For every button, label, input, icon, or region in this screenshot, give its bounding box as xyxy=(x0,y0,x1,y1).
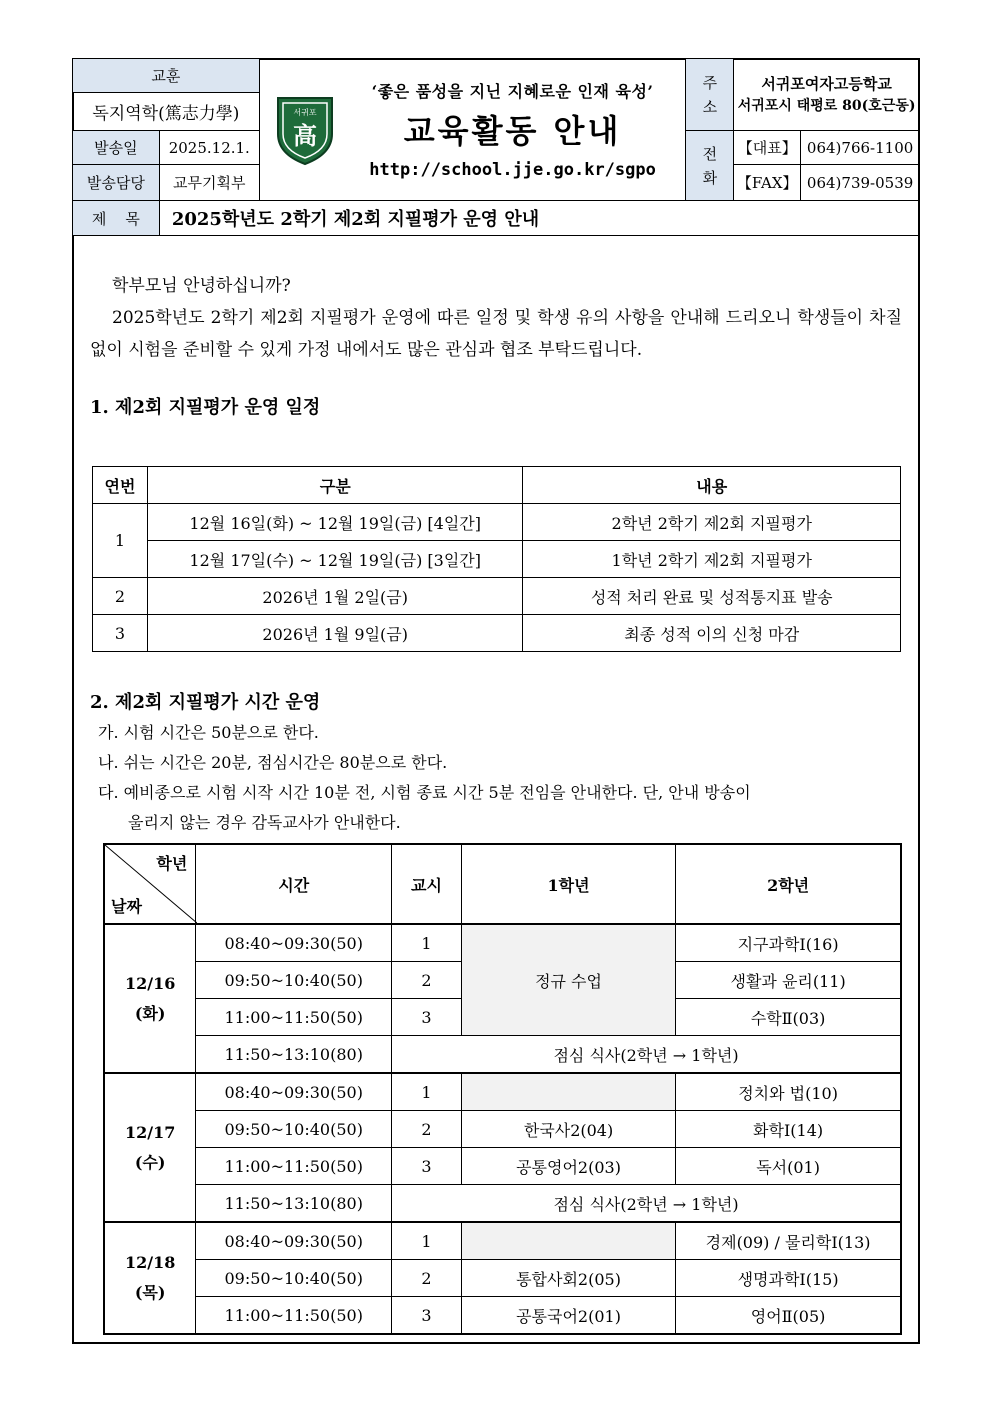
schedule-table xyxy=(92,466,901,652)
th-period: 구분 xyxy=(147,467,523,504)
period-cell: 2 xyxy=(392,962,462,999)
row-period: 12월 16일(화) ~ 12월 19일(금) [4일간] xyxy=(147,504,523,541)
corner-date: 날짜 xyxy=(111,897,142,916)
timetable xyxy=(103,843,902,1335)
time-cell: 11:00~11:50(50) xyxy=(196,1148,392,1185)
time-cell: 11:00~11:50(50) xyxy=(196,1297,392,1335)
period-cell: 2 xyxy=(392,1260,462,1297)
doc-title: 교육활동 안내 xyxy=(403,112,622,150)
address: 서귀포시 태평로 80(호근동) xyxy=(737,97,916,114)
grade2-cell: 생활과 윤리(11) xyxy=(676,962,901,999)
row-period: 2026년 1월 9일(금) xyxy=(147,615,523,652)
time-cell: 11:00~11:50(50) xyxy=(196,999,392,1036)
intro: 2025학년도 2학기 제2회 지필평가 운영에 따른 일정 및 학생 유의 사항을 안내해 드리오니 학생들이 차질 없이 시험을 준비할 수 있게 가정 내에서도 많은 관심과 협조 부탁드립니다. xyxy=(90,308,902,360)
tel-label: 【대표】 xyxy=(734,131,801,165)
grade2-cell: 화학Ⅰ(14) xyxy=(676,1111,901,1148)
section2-header xyxy=(90,687,902,719)
th-class-period: 교시 xyxy=(392,844,462,924)
period-cell: 1 xyxy=(392,924,462,962)
rules xyxy=(90,718,902,838)
row-content: 1학년 2학기 제2회 지필평가 xyxy=(523,541,901,578)
date-cell: 12/16 (화) xyxy=(104,924,196,1073)
lunch-cell: 점심 식사(2학년 → 1학년) xyxy=(392,1036,901,1074)
rule-c-cont: 울리지 않는 경우 감독교사가 안내한다. xyxy=(128,813,401,832)
logo-top-text: 서귀포 xyxy=(293,107,317,117)
row-period: 2026년 1월 2일(금) xyxy=(147,578,523,615)
period-cell: 1 xyxy=(392,1222,462,1260)
fax: 064)739-0539 xyxy=(801,165,920,201)
grade1-cell xyxy=(461,1222,675,1260)
slogan: ‘좋은 품성을 지닌 지혜로운 인재 육성’ xyxy=(371,82,654,101)
row-content: 최종 성적 이의 신청 마감 xyxy=(523,615,901,652)
corner-header xyxy=(104,844,196,924)
time-cell: 09:50~10:40(50) xyxy=(196,1260,392,1297)
rule-c: 다. 예비종으로 시험 시작 시간 10분 전, 시험 종료 시간 5분 전임을 안내한다. 단, 안내 방송이 xyxy=(98,783,751,802)
subject-label: 제 목 xyxy=(73,201,160,236)
th-grade1: 1학년 xyxy=(461,844,675,924)
row-no: 1 xyxy=(93,504,148,578)
grade2-cell: 생명과학Ⅰ(15) xyxy=(676,1260,901,1297)
corner-grade: 학년 xyxy=(156,854,188,873)
period-cell: 2 xyxy=(392,1111,462,1148)
lunch-time-cell: 11:50~13:10(80) xyxy=(196,1036,392,1074)
th-time: 시간 xyxy=(196,844,392,924)
period-cell: 1 xyxy=(392,1073,462,1111)
grade1-cell: 공통국어2(01) xyxy=(461,1297,675,1335)
address-label: 주 소 xyxy=(686,59,734,131)
fax-label: 【FAX】 xyxy=(734,165,801,201)
greeting: 학부모님 안녕하십니까? xyxy=(112,276,291,296)
school-logo xyxy=(270,94,340,166)
row-no: 3 xyxy=(93,615,148,652)
grade2-cell: 수학Ⅱ(03) xyxy=(676,999,901,1036)
period-cell: 3 xyxy=(392,1297,462,1335)
body-text xyxy=(90,270,902,424)
time-cell: 08:40~09:30(50) xyxy=(196,924,392,962)
date-cell: 12/17 (수) xyxy=(104,1073,196,1222)
school-name: 서귀포여자고등학교 xyxy=(761,74,892,93)
grade2-cell: 영어Ⅱ(05) xyxy=(676,1297,901,1335)
grade2-cell: 경제(09) / 물리학Ⅰ(13) xyxy=(676,1222,901,1260)
grade2-cell: 정치와 법(10) xyxy=(676,1073,901,1111)
grade1-cell: 한국사2(04) xyxy=(461,1111,675,1148)
address-cell xyxy=(734,59,920,131)
row-content: 성적 처리 완료 및 성적통지표 발송 xyxy=(523,578,901,615)
row-content: 2학년 2학기 제2회 지필평가 xyxy=(523,504,901,541)
date-label: 발송일 xyxy=(73,131,160,165)
dept-label: 발송담당 xyxy=(73,165,160,201)
rule-a: 가. 시험 시간은 50분으로 한다. xyxy=(98,723,319,742)
th-no: 연번 xyxy=(93,467,148,504)
lunch-time-cell: 11:50~13:10(80) xyxy=(196,1185,392,1223)
grade2-cell: 지구과학Ⅰ(16) xyxy=(676,924,901,962)
logo-center-text: 高 xyxy=(292,120,317,150)
phone-label: 전 화 xyxy=(686,131,734,201)
row-period: 12월 17일(수) ~ 12월 19일(금) [3일간] xyxy=(147,541,523,578)
regular-class-cell: 정규 수업 xyxy=(461,924,675,1036)
time-cell: 09:50~10:40(50) xyxy=(196,1111,392,1148)
time-cell: 09:50~10:40(50) xyxy=(196,962,392,999)
title-block xyxy=(259,59,686,201)
th-grade2: 2학년 xyxy=(676,844,901,924)
header-table xyxy=(72,58,920,236)
time-cell: 08:40~09:30(50) xyxy=(196,1222,392,1260)
section2-title: 2. 제2회 지필평가 시간 운영 xyxy=(90,692,321,713)
th-content: 내용 xyxy=(523,467,901,504)
time-cell: 08:40~09:30(50) xyxy=(196,1073,392,1111)
send-date: 2025.12.1. xyxy=(159,131,259,165)
grade1-cell: 통합사회2(05) xyxy=(461,1260,675,1297)
grade1-cell: 공통영어2(03) xyxy=(461,1148,675,1185)
grade2-cell: 독서(01) xyxy=(676,1148,901,1185)
tel: 064)766-1100 xyxy=(801,131,920,165)
subject: 2025학년도 2학기 제2회 지필평가 운영 안내 xyxy=(159,201,919,236)
grade1-cell xyxy=(461,1073,675,1111)
motto: 독지역학(篤志力學) xyxy=(73,93,260,131)
lunch-cell: 점심 식사(2학년 → 1학년) xyxy=(392,1185,901,1223)
date-cell: 12/18 (목) xyxy=(104,1222,196,1334)
motto-label: 교훈 xyxy=(73,59,260,93)
row-no: 2 xyxy=(93,578,148,615)
dept: 교무기획부 xyxy=(159,165,259,201)
rule-b: 나. 쉬는 시간은 20분, 점심시간은 80분으로 한다. xyxy=(98,753,448,772)
school-url[interactable]: http://school.jje.go.kr/sgpo xyxy=(369,160,656,180)
period-cell: 3 xyxy=(392,1148,462,1185)
period-cell: 3 xyxy=(392,999,462,1036)
section1-title: 1. 제2회 지필평가 운영 일정 xyxy=(90,397,321,418)
